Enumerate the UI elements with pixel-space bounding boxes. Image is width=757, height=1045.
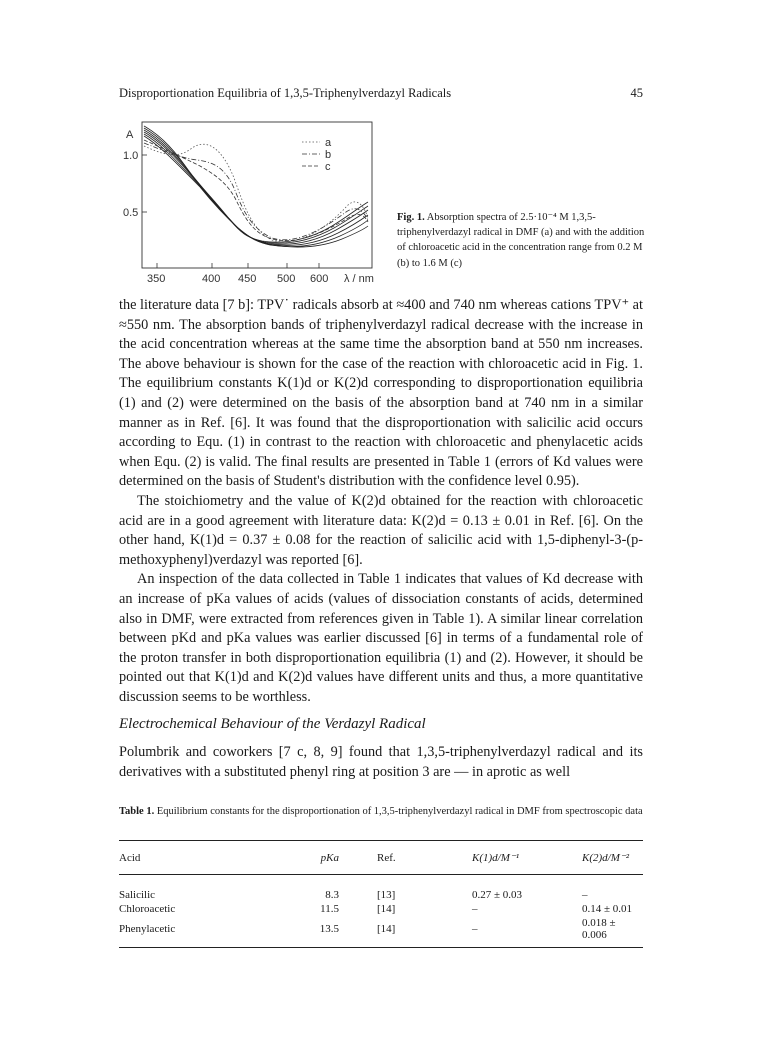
- x-tick-3: 450: [238, 273, 257, 285]
- figure-caption-text: Absorption spectra of 2.5·10⁻⁴ M 1,3,5-triphenylverdazyl radical in DMF (a) and with the addition of chloroacetic acid in the concentration range from 0.2 M (b) to 1.6 M (c): [397, 212, 645, 269]
- table-row: [119, 916, 643, 948]
- figure-caption: [397, 210, 649, 271]
- legend-a: a: [325, 137, 332, 149]
- col-kd1: K(1)d/M⁻¹: [472, 852, 519, 864]
- absorption-spectra-plot: [122, 118, 390, 296]
- legend-b: b: [325, 149, 332, 161]
- cell-ref: [14]: [377, 923, 396, 935]
- x-axis-unit: λ / nm: [344, 273, 374, 285]
- table-caption-label: Table 1.: [119, 806, 155, 817]
- cell-acid: Salicilic: [119, 889, 156, 901]
- table-row: [119, 902, 643, 916]
- paragraph-2: The stoichiometry and the value of K(2)d obtained for the reaction with chloroacetic acid are in a good agreement with literature data: K(2)d = 0.13 ± 0.01 in Ref. [6]. On the other hand, K(1)d = 0.37 ± 0.08 for the reaction of salicilic acid with 1,5-diphenyl-3-(p-methoxyphenyl)verdazyl was reported [6].: [119, 492, 643, 568]
- section-title: Electrochemical Behaviour of the Verdazyl Radical: [119, 716, 426, 732]
- table-caption: [119, 805, 643, 819]
- col-kd2: K(2)d/M⁻²: [582, 852, 629, 864]
- cell-ref: [14]: [377, 903, 396, 915]
- cell-kd2: 0.14 ± 0.01: [582, 903, 633, 915]
- y-tick-2: 0.5: [123, 207, 139, 219]
- y-tick-1: 1.0: [123, 150, 139, 162]
- paragraph-1: the literature data [7 b]: TPV˙ radicals absorb at ≈400 and 740 nm whereas cations TPV⁺ at ≈550 nm. The absorption bands of triphenylverdazyl radical decrease with the increase in the acid concentration whereas at the same time the absorption band at 550 nm increases. The above behaviour is shown for the case of the reaction with chloroacetic acid in Fig. 1. The equilibrium constants K(1)d or K(2)d corresponding to disproportionation equilibria (1) and (2) were determined on the basis of the absorption band at 740 nm in a similar manner as in Ref. [6]. It was found that the disproportionation with salicilic acid occurs according to Equ. (1) in contrast to the reaction with chloroacetic and phenylacetic acids when Equ. (2) is valid. The final results are presented in Table 1 (errors of Kd values were determined on the basis of Student's distribution with the confidence level 0.95).: [119, 297, 643, 490]
- paragraph-3: An inspection of the data collected in Table 1 indicates that values of Kd decrease with an increase of pKa values of acids (values of dissociation constants of acids, determined also in DMF, were extracted from references given in Table 1). A similar linear correlation between pKd and pKa values was earlier discussed [6] in terms of a fundamental role of the proton transfer in both disproportionation equilibria (1) and (2). However, it should be pointed out that K(1)d and K(2)d values have different units and thus, a more quantitative discussion seems to be worthless.: [119, 571, 643, 705]
- cell-acid: Phenylacetic: [119, 923, 176, 935]
- table-row: [119, 875, 643, 903]
- cell-pka: 13.5: [319, 923, 339, 935]
- cell-kd1: 0.27 ± 0.03: [472, 889, 523, 901]
- col-acid: Acid: [119, 851, 141, 864]
- cell-acid: Chloroacetic: [119, 903, 176, 915]
- legend-c: c: [325, 161, 331, 173]
- section-paragraph: Polumbrik and coworkers [7 c, 8, 9] found that 1,3,5-triphenylverdazyl radical and its derivatives with a substituted phenyl ring at position 3 are — in aprotic as well: [119, 744, 643, 780]
- x-tick-5: 600: [310, 273, 329, 285]
- cell-kd1: –: [472, 903, 478, 915]
- x-tick-1: 350: [147, 273, 166, 285]
- cell-pka: 11.5: [320, 903, 339, 915]
- body-text: [119, 296, 643, 707]
- cell-pka: 8.3: [325, 889, 339, 901]
- figure-caption-label: Fig. 1.: [397, 212, 425, 223]
- cell-kd1: –: [472, 923, 478, 935]
- cell-ref: [13]: [377, 889, 396, 901]
- page-number: 45: [630, 86, 643, 100]
- x-tick-4: 500: [277, 273, 296, 285]
- col-pka: pKa: [320, 851, 339, 864]
- x-tick-2: 400: [202, 273, 221, 285]
- cell-kd2: 0.018 ± 0.006: [582, 917, 616, 941]
- y-axis-label: A: [126, 129, 134, 141]
- figure-1: [122, 118, 390, 296]
- table-1: [119, 840, 643, 948]
- running-header: [119, 86, 643, 101]
- cell-kd2: –: [582, 889, 588, 901]
- col-ref: Ref.: [377, 851, 396, 864]
- table-caption-text: Equilibrium constants for the disproportionation of 1,3,5-triphenylverdazyl radical in DMF from spectroscopic data: [156, 806, 643, 817]
- running-title: Disproportionation Equilibria of 1,3,5-Triphenylverdazyl Radicals: [119, 86, 452, 100]
- table-header-row: [119, 841, 643, 875]
